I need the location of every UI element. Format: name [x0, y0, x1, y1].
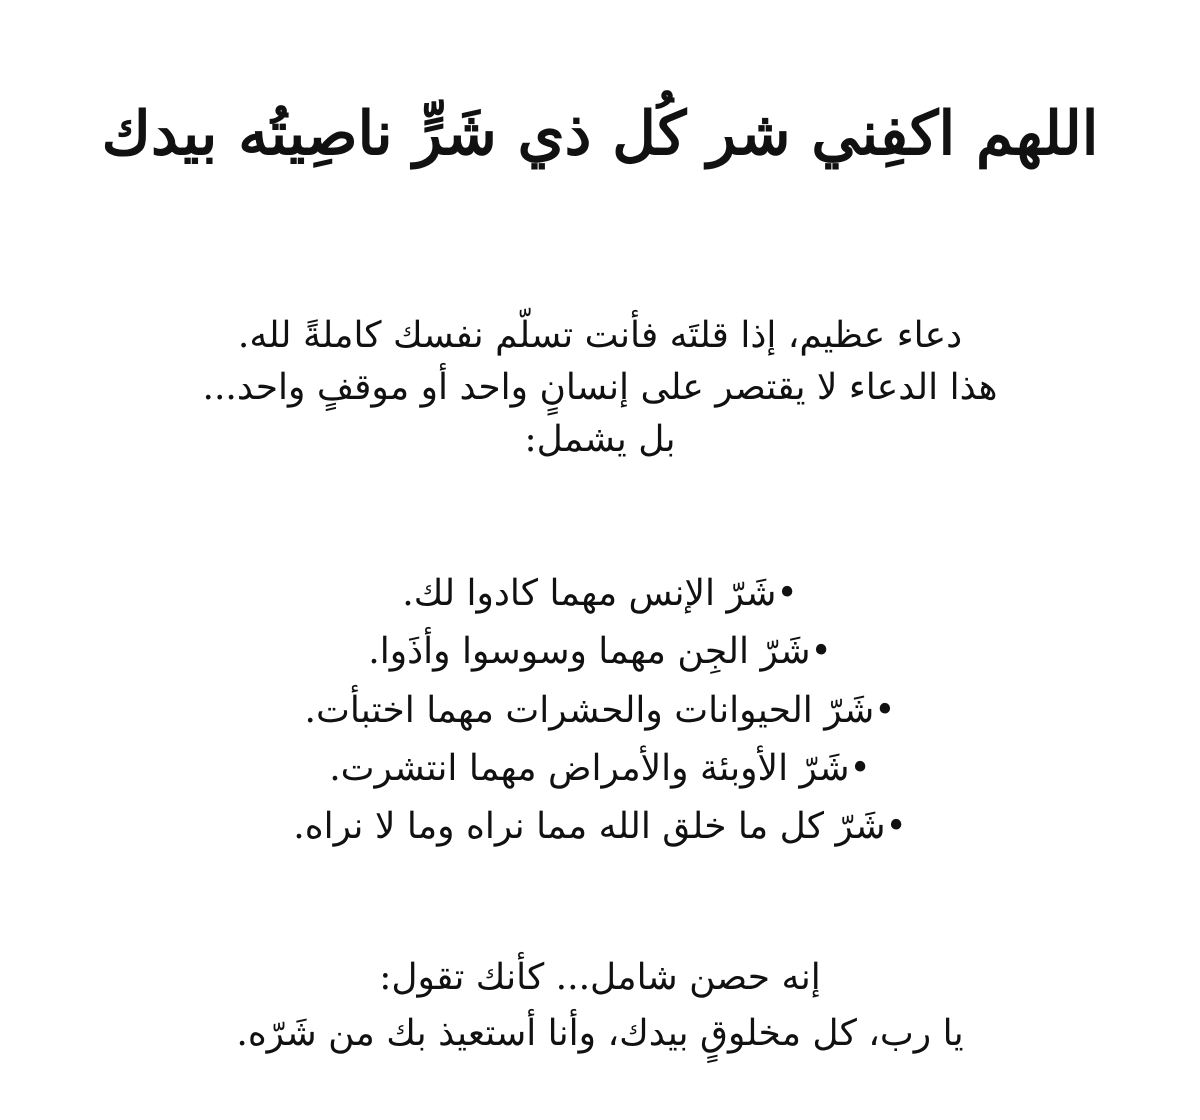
intro-line: دعاء عظيم، إذا قلتَه فأنت تسلّم نفسك كاملةً لله.: [237, 315, 963, 356]
list-item: •شَرّ الأوبئة والأمراض مهما انتشرت.: [329, 747, 871, 789]
closing-paragraph: [80, 950, 1120, 1062]
closing-line: يا رب، كل مخلوقٍ بيدك، وأنا أستعيذ بك من شَرّه.: [236, 1012, 964, 1054]
intro-line: بل يشمل:: [524, 419, 676, 461]
list-item: •شَرّ كل ما خلق الله مما نراه وما لا نراه.: [293, 806, 907, 848]
list-item: •شَرّ الحيوانات والحشرات مهما اختبأت.: [304, 689, 896, 731]
protection-list: [80, 565, 1120, 857]
closing-line: إنه حصن شامل... كأنك تقول:: [379, 957, 821, 998]
page-title: اللهم اكفِني شر كُل ذي شَرٍّ ناصِيتُه بيدك: [101, 99, 1099, 169]
list-item: •شَرّ الجِن مهما وسوسوا وأذَوا.: [368, 631, 832, 673]
intro-line: هذا الدعاء لا يقتصر على إنسانٍ واحد أو موقفٍ واحد...: [202, 367, 998, 409]
intro-paragraph: [80, 310, 1120, 467]
list-item: •شَرّ الإنس مهما كادوا لك.: [402, 573, 798, 614]
